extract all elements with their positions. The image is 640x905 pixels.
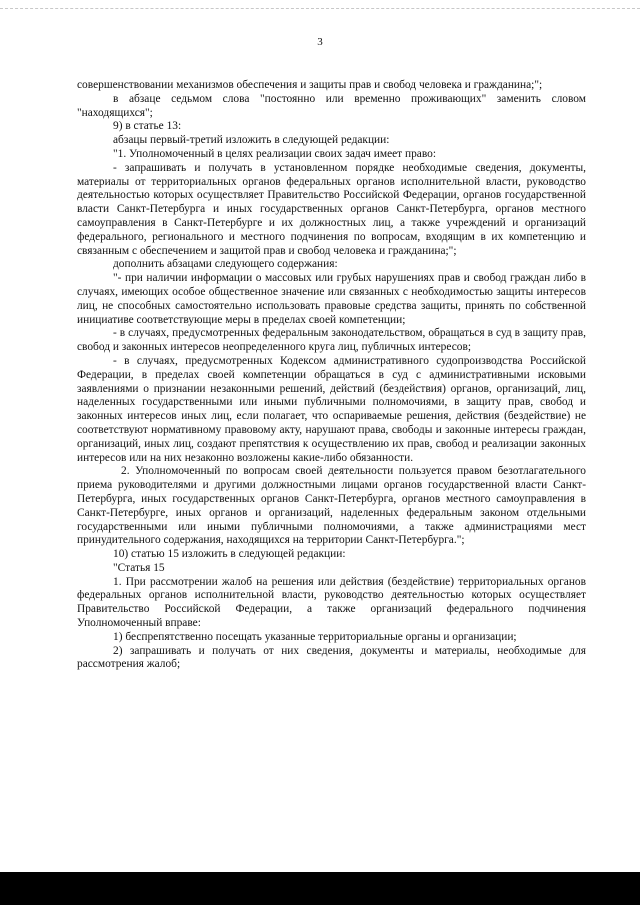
paragraph: 9) в статье 13: bbox=[113, 120, 182, 133]
paragraph: в абзаце седьмом слова "постоянно или временно проживающих" заменить словом "находящихся"; bbox=[77, 92, 586, 119]
paragraph: 2. Уполномоченный по вопросам своей деятельности пользуется правом безотлагательного приема руководителями и другими должностными лицами органов государственной власти Санкт-Петербурга, иных государственных органов Санкт-Петербурга, органов местного самоуправления в Санкт-Петербурге, иных органов и организаций, наделенных федеральным законом отдельными государственными или иными публичными полномочиями, а также администрациями мест принудительного содержания, находящихся на территории Санкт-Петербурга."; bbox=[77, 465, 586, 547]
scan-edge-line bbox=[0, 8, 640, 9]
paragraph: 1) беспрепятственно посещать указанные территориальные органы и организации; bbox=[113, 630, 517, 643]
paragraph: 2) запрашивать и получать от них сведения, документы и материалы, необходимые для рассмотрения жалоб; bbox=[77, 644, 586, 671]
paragraph: 10) статью 15 изложить в следующей редакции: bbox=[113, 548, 346, 561]
paragraph: "1. Уполномоченный в целях реализации своих задач имеет право: bbox=[113, 147, 437, 160]
page-number: 3 bbox=[317, 36, 323, 48]
scan-bottom-bar bbox=[0, 872, 640, 905]
document-body bbox=[77, 79, 586, 672]
paragraph: 1. При рассмотрении жалоб на решения или действия (бездействие) территориальных органов федеральных органов исполнительной власти, руководство деятельностью которых осуществляет Правительство Российской Федерации, а также организаций федерального подчинения Уполномоченный вправе: bbox=[77, 575, 586, 630]
paragraph: - в случаях, предусмотренных Кодексом административного судопроизводства Российской Федерации, в пределах своей компетенции обращаться в суд с административными исковыми заявлениями о признании незаконными решений, действий (бездействия) органов, организаций, лиц, наделенных государственными или иными публичными полномочиями, в защиту прав, свобод и законных интересов иных лиц, если полагает, что оспариваемые решения, действия (бездействие) не соответствуют нормативному правовому акту, нарушают права, свободы и законные интересы граждан, организаций, иных лиц, создают препятствия к осуществлению их прав, свобод и реализации законных интересов или на них незаконно возложены какие-либо обязанности. bbox=[77, 354, 586, 464]
paragraph: "- при наличии информации о массовых или грубых нарушениях прав и свобод граждан либо в случаях, имеющих особое общественное значение или связанных с необходимостью защиты интересов лиц, не способных самостоятельно использовать правовые средства защиты, принять по собственной инициативе соответствующие меры в пределах своей компетенции; bbox=[77, 272, 586, 326]
paragraph: совершенствовании механизмов обеспечения и защиты прав и свобод человека и гражданина;"; bbox=[77, 79, 543, 91]
paragraph: - запрашивать и получать в установленном порядке необходимые сведения, документы, материалы от территориальных органов федеральных органов исполнительной власти, руководство деятельностью которых осуществляет Правительство Российской Федерации, органов государственной власти Санкт-Петербурга и иных государственных органов Санкт-Петербурга, органов местного самоуправления в Санкт-Петербурге и их должностных лиц, а также учреждений и организаций федерального, регионального и местного подчинения по вопросам, входящим в их компетенцию и связанным с обеспечением и защитой прав и свобод человека и гражданина;"; bbox=[77, 161, 586, 257]
paragraph: дополнить абзацами следующего содержания: bbox=[113, 258, 338, 271]
paragraph: абзацы первый-третий изложить в следующей редакции: bbox=[113, 134, 390, 147]
paragraph: - в случаях, предусмотренных федеральным законодательством, обращаться в суд в защиту прав, свобод и законных интересов неопределенного круга лиц, публичных интересов; bbox=[77, 327, 586, 354]
article-heading: "Статья 15 bbox=[113, 561, 165, 574]
